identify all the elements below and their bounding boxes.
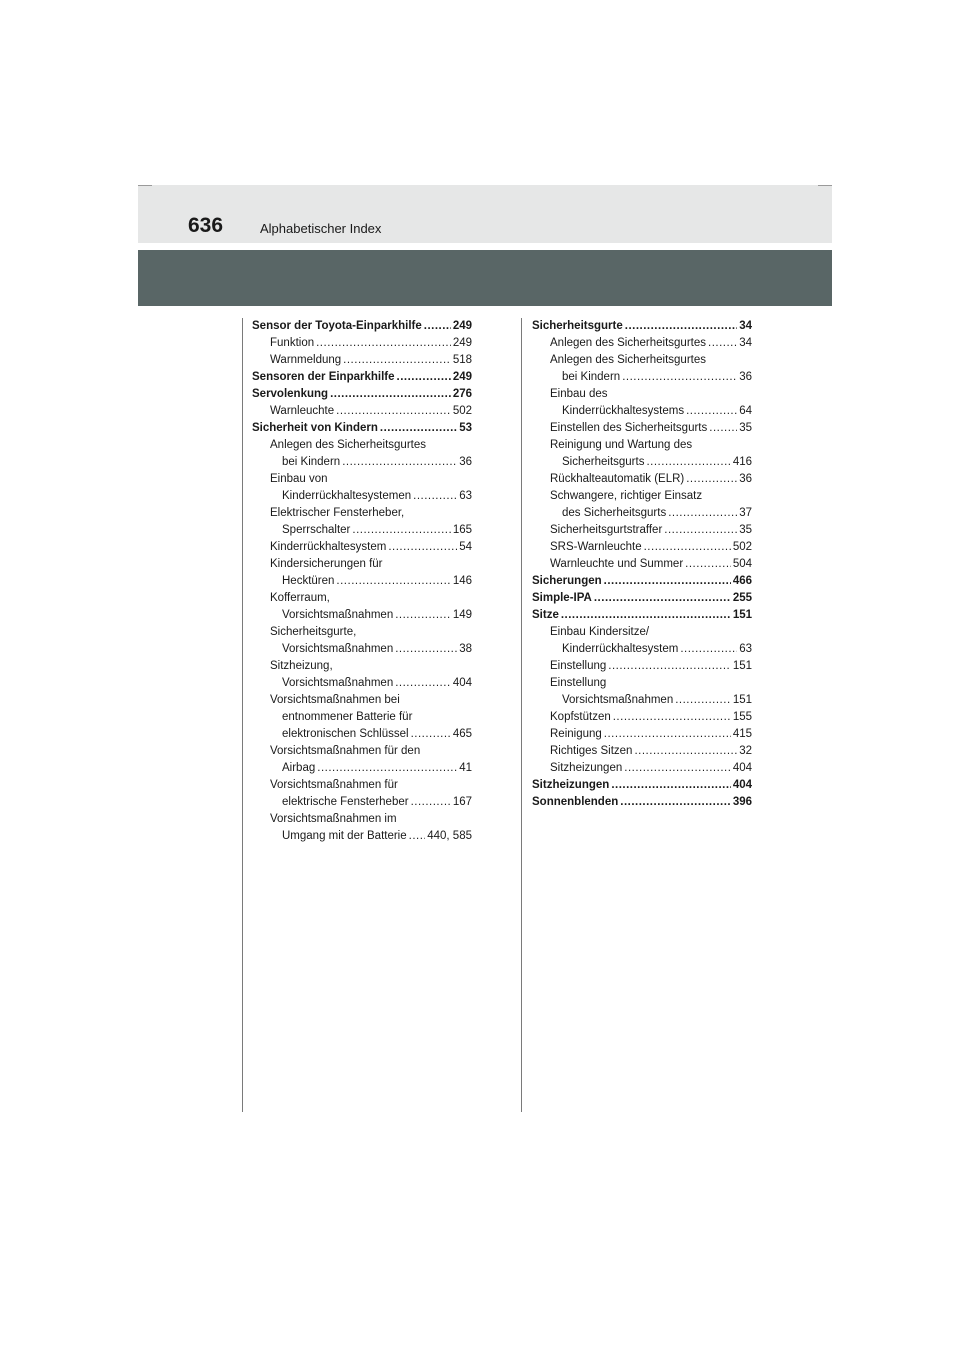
leader-dots — [336, 573, 450, 590]
leader-dots — [622, 369, 737, 386]
index-heading — [252, 386, 472, 403]
index-entry-line — [252, 794, 472, 811]
leader-dots — [380, 420, 457, 437]
leader-dots — [668, 505, 737, 522]
index-entry-line — [532, 556, 752, 573]
leader-dots — [413, 488, 457, 505]
page-reference: 466 — [732, 575, 752, 587]
index-column-right — [532, 318, 752, 811]
page-reference: 34 — [739, 337, 752, 349]
index-heading — [532, 794, 752, 811]
index-entry-line — [532, 386, 752, 403]
entry-text: Reinigung — [550, 728, 602, 740]
page-reference: 54 — [459, 541, 472, 553]
entry-text: Sicherheitsgurtstraffer — [550, 524, 663, 536]
crop-mark-right — [818, 185, 832, 186]
page-reference: 440, 585 — [427, 830, 472, 842]
page-reference: 151 — [732, 609, 752, 621]
index-entry-line — [252, 505, 472, 522]
page-reference: 63 — [739, 643, 752, 655]
page-reference: 35 — [739, 524, 752, 536]
index-entry-line — [252, 692, 472, 709]
index-entry-line — [532, 505, 752, 522]
leader-dots — [330, 386, 451, 403]
leader-dots — [411, 794, 451, 811]
page-reference: 37 — [739, 507, 752, 519]
index-entry-line — [532, 471, 752, 488]
entry-text: Sitzheizungen — [532, 779, 610, 791]
index-heading — [532, 607, 752, 624]
leader-dots — [424, 318, 451, 335]
entry-text: Sicherungen — [532, 575, 602, 587]
leader-dots — [316, 335, 451, 352]
leader-dots — [343, 352, 451, 369]
leader-dots — [611, 777, 731, 794]
page-reference: 36 — [739, 371, 752, 383]
index-entry-line — [532, 624, 752, 641]
index-entry-line — [252, 760, 472, 777]
entry-text: Airbag — [282, 762, 316, 774]
entry-text: Vorsichtsmaßnahmen für den — [270, 745, 421, 757]
index-entry-line — [532, 522, 752, 539]
entry-text: Einbau Kindersitze/ — [550, 626, 650, 638]
index-entry-line — [252, 522, 472, 539]
index-entry-line — [252, 539, 472, 556]
entry-text: Servolenkung — [252, 388, 329, 400]
page-reference: 151 — [732, 694, 752, 706]
index-column-left — [252, 318, 472, 845]
entry-text: Reinigung und Wartung des — [550, 439, 693, 451]
leader-dots — [675, 692, 731, 709]
index-entry-line — [252, 675, 472, 692]
entry-text: Kinderrückhaltesystems — [562, 405, 685, 417]
index-entry-line — [252, 556, 472, 573]
index-heading — [252, 420, 472, 437]
entry-text: Sitzheizung, — [270, 660, 333, 672]
index-heading — [252, 369, 472, 386]
page-reference: 518 — [452, 354, 472, 366]
entry-text: Sitze — [532, 609, 559, 621]
page-reference: 64 — [739, 405, 752, 417]
page-reference: 415 — [732, 728, 752, 740]
page-reference: 32 — [739, 745, 752, 757]
page-reference: 404 — [732, 762, 752, 774]
column-rule-left — [242, 318, 243, 1112]
index-entry-line — [252, 352, 472, 369]
entry-text: Richtiges Sitzen — [550, 745, 633, 757]
entry-text: des Sicherheitsgurts — [562, 507, 667, 519]
index-entry-line — [532, 403, 752, 420]
leader-dots — [608, 658, 731, 675]
entry-text: Umgang mit der Batterie — [282, 830, 407, 842]
entry-text: Anlegen des Sicherheitsgurtes — [550, 337, 706, 349]
page-reference: 146 — [452, 575, 472, 587]
entry-text: Vorsichtsmaßnahmen — [562, 694, 674, 706]
page-reference: 53 — [459, 422, 472, 434]
header-band — [138, 185, 832, 243]
entry-text: Einstellung — [550, 660, 607, 672]
crop-mark-left — [138, 185, 152, 186]
leader-dots — [685, 556, 731, 573]
page-reference: 404 — [732, 779, 752, 791]
page-reference: 41 — [459, 762, 472, 774]
page-reference: 396 — [732, 796, 752, 808]
leader-dots — [604, 726, 731, 743]
leader-dots — [625, 318, 737, 335]
page-reference: 167 — [452, 796, 472, 808]
page-reference: 35 — [739, 422, 752, 434]
entry-text: Sensoren der Einparkhilfe — [252, 371, 395, 383]
entry-text: Vorsichtsmaßnahmen bei — [270, 694, 400, 706]
section-bar — [138, 250, 832, 306]
entry-text: Vorsichtsmaßnahmen für — [270, 779, 398, 791]
page-reference: 249 — [452, 320, 472, 332]
page-reference: 416 — [732, 456, 752, 468]
entry-text: Kofferraum, — [270, 592, 330, 604]
entry-text: Vorsichtsmaßnahmen — [282, 643, 394, 655]
leader-dots — [644, 539, 731, 556]
index-entry-line — [532, 675, 752, 692]
leader-dots — [624, 760, 731, 777]
entry-text: Sperrschalter — [282, 524, 351, 536]
page-reference: 276 — [452, 388, 472, 400]
page-reference: 63 — [459, 490, 472, 502]
page-number: 636 — [188, 214, 224, 237]
leader-dots — [317, 760, 457, 777]
entry-text: entnommener Batterie für — [282, 711, 413, 723]
index-entry-line — [532, 658, 752, 675]
entry-text: Vorsichtsmaßnahmen im — [270, 813, 397, 825]
entry-text: Kinderrückhaltesystem — [562, 643, 679, 655]
entry-text: Warnmeldung — [270, 354, 342, 366]
index-entry-line — [532, 454, 752, 471]
index-entry-line — [532, 641, 752, 658]
entry-text: Sensor der Toyota-Einparkhilfe — [252, 320, 422, 332]
index-entry-line — [252, 573, 472, 590]
entry-text: Sitzheizungen — [550, 762, 623, 774]
index-entry-line — [532, 335, 752, 352]
leader-dots — [594, 590, 731, 607]
index-entry-line — [252, 607, 472, 624]
index-entry-line — [252, 335, 472, 352]
entry-text: Schwangere, richtiger Einsatz — [550, 490, 703, 502]
entry-text: Sicherheitsgurte, — [270, 626, 357, 638]
entry-text: SRS-Warnleuchte — [550, 541, 642, 553]
page-reference: 404 — [452, 677, 472, 689]
leader-dots — [395, 641, 457, 658]
section-title: Alphabetischer Index — [260, 221, 382, 236]
leader-dots — [411, 726, 451, 743]
page-reference: 502 — [452, 405, 472, 417]
page-reference: 502 — [732, 541, 752, 553]
index-entry-line — [252, 641, 472, 658]
page-reference: 149 — [452, 609, 472, 621]
entry-text: Anlegen des Sicherheitsgurtes — [270, 439, 426, 451]
entry-text: Einbau von — [270, 473, 328, 485]
index-entry-line — [252, 658, 472, 675]
leader-dots — [395, 607, 451, 624]
index-entry-line — [532, 437, 752, 454]
leader-dots — [709, 420, 737, 437]
leader-dots — [352, 522, 450, 539]
page-reference: 255 — [732, 592, 752, 604]
entry-text: bei Kindern — [562, 371, 621, 383]
entry-text: Vorsichtsmaßnahmen — [282, 609, 394, 621]
index-entry-line — [252, 590, 472, 607]
page-reference: 36 — [739, 473, 752, 485]
index-entry-line — [532, 692, 752, 709]
entry-text: Einstellung — [550, 677, 607, 689]
entry-text: Sicherheitsgurte — [532, 320, 623, 332]
page-reference: 249 — [452, 337, 472, 349]
leader-dots — [686, 403, 737, 420]
page-reference: 504 — [732, 558, 752, 570]
index-entry-line — [532, 352, 752, 369]
entry-text: bei Kindern — [282, 456, 341, 468]
index-entry-line — [532, 709, 752, 726]
leader-dots — [680, 641, 737, 658]
index-entry-line — [532, 420, 752, 437]
index-entry-line — [252, 454, 472, 471]
page-reference: 151 — [732, 660, 752, 672]
entry-text: Vorsichtsmaßnahmen — [282, 677, 394, 689]
page-reference: 36 — [459, 456, 472, 468]
entry-text: Kindersicherungen für — [270, 558, 383, 570]
index-entry-line — [252, 403, 472, 420]
leader-dots — [397, 369, 451, 386]
entry-text: Kinderrückhaltesystemen — [282, 490, 412, 502]
index-entry-line — [252, 828, 472, 845]
index-heading — [532, 777, 752, 794]
entry-text: Simple-IPA — [532, 592, 592, 604]
leader-dots — [409, 828, 426, 845]
page-reference: 165 — [452, 524, 472, 536]
index-heading — [532, 590, 752, 607]
index-entry-line — [252, 743, 472, 760]
leader-dots — [561, 607, 731, 624]
leader-dots — [342, 454, 457, 471]
entry-text: Einbau des — [550, 388, 608, 400]
leader-dots — [613, 709, 731, 726]
index-entry-line — [252, 437, 472, 454]
entry-text: Rückhalteautomatik (ELR) — [550, 473, 685, 485]
leader-dots — [686, 471, 737, 488]
index-heading — [532, 318, 752, 335]
entry-text: elektronischen Schlüssel — [282, 728, 409, 740]
entry-text: Warnleuchte und Summer — [550, 558, 684, 570]
leader-dots — [336, 403, 451, 420]
column-rule-right — [521, 318, 522, 1112]
leader-dots — [604, 573, 731, 590]
page-reference: 38 — [459, 643, 472, 655]
page-reference: 249 — [452, 371, 472, 383]
index-entry-line — [252, 709, 472, 726]
index-entry-line — [532, 539, 752, 556]
index-entry-line — [252, 811, 472, 828]
entry-text: Sonnenblenden — [532, 796, 619, 808]
leader-dots — [664, 522, 737, 539]
index-entry-line — [532, 488, 752, 505]
entry-text: Elektrischer Fensterheber, — [270, 507, 405, 519]
entry-text: Warnleuchte — [270, 405, 335, 417]
entry-text: Einstellen des Sicherheitsgurts — [550, 422, 708, 434]
leader-dots — [620, 794, 731, 811]
entry-text: Anlegen des Sicherheitsgurtes — [550, 354, 706, 366]
index-entry-line — [252, 777, 472, 794]
page-reference: 155 — [732, 711, 752, 723]
entry-text: Sicherheitsgurts — [562, 456, 645, 468]
index-heading — [532, 573, 752, 590]
index-entry-line — [252, 726, 472, 743]
entry-text: Funktion — [270, 337, 315, 349]
leader-dots — [646, 454, 730, 471]
index-entry-line — [252, 471, 472, 488]
leader-dots — [708, 335, 737, 352]
index-entry-line — [532, 726, 752, 743]
index-entry-line — [252, 488, 472, 505]
entry-text: Sicherheit von Kindern — [252, 422, 378, 434]
index-entry-line — [252, 624, 472, 641]
page-reference: 465 — [452, 728, 472, 740]
entry-text: Kopfstützen — [550, 711, 611, 723]
leader-dots — [634, 743, 737, 760]
index-entry-line — [532, 369, 752, 386]
leader-dots — [388, 539, 457, 556]
index-entry-line — [532, 760, 752, 777]
entry-text: Hecktüren — [282, 575, 335, 587]
page-reference: 34 — [739, 320, 752, 332]
index-heading — [252, 318, 472, 335]
entry-text: Kinderrückhaltesystem — [270, 541, 387, 553]
entry-text: elektrische Fensterheber — [282, 796, 409, 808]
index-entry-line — [532, 743, 752, 760]
leader-dots — [395, 675, 451, 692]
